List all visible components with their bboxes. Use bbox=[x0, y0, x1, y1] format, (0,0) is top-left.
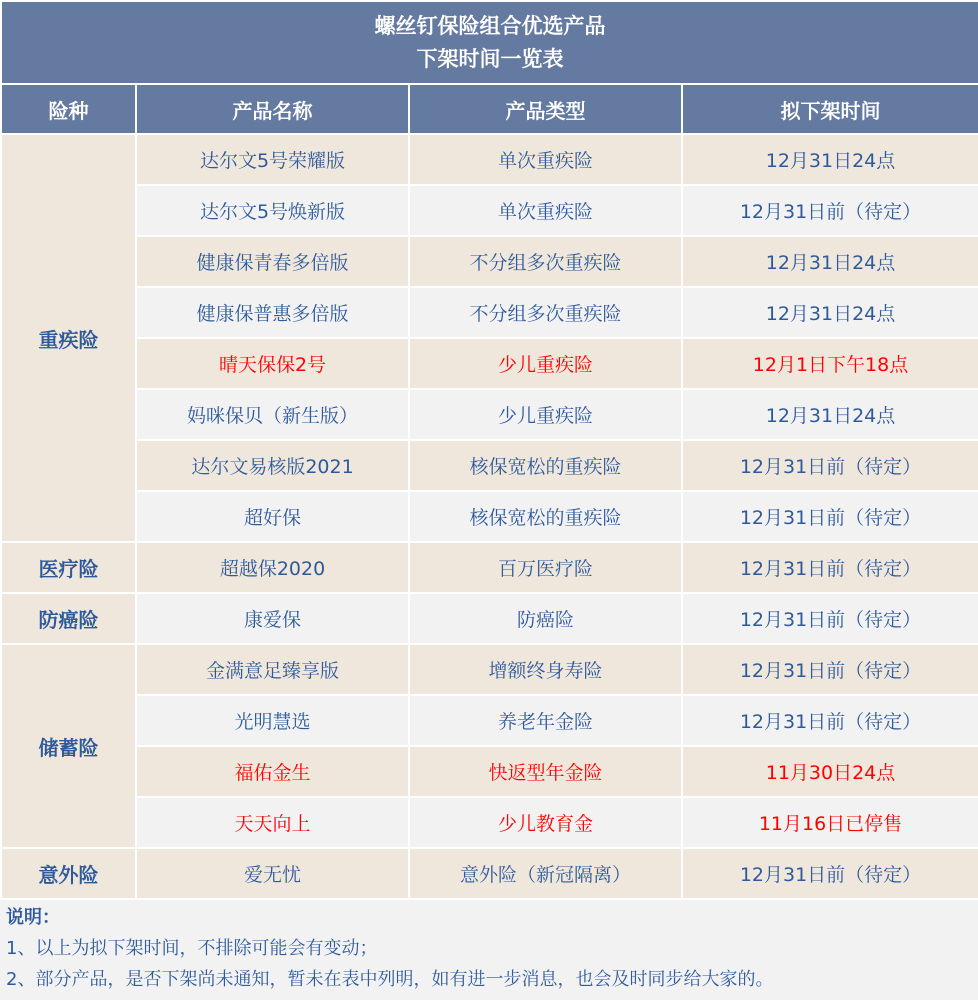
product-name: 妈咪保贝（新生版） bbox=[136, 389, 409, 440]
product-type: 单次重疾险 bbox=[409, 134, 682, 185]
product-name: 达尔文5号焕新版 bbox=[136, 185, 409, 236]
table-row-highlighted bbox=[1, 797, 978, 848]
removal-time: 12月31日24点 bbox=[682, 236, 978, 287]
product-name: 健康保青春多倍版 bbox=[136, 236, 409, 287]
product-type: 核保宽松的重疾险 bbox=[409, 491, 682, 542]
product-type: 少儿重疾险 bbox=[409, 338, 682, 389]
removal-time: 11月16日已停售 bbox=[682, 797, 978, 848]
product-name: 健康保普惠多倍版 bbox=[136, 287, 409, 338]
product-type: 单次重疾险 bbox=[409, 185, 682, 236]
table-row bbox=[1, 593, 978, 644]
product-type: 养老年金险 bbox=[409, 695, 682, 746]
table-row bbox=[1, 848, 978, 899]
category-medical: 医疗险 bbox=[1, 542, 136, 593]
product-name: 爱无忧 bbox=[136, 848, 409, 899]
product-name: 达尔文5号荣耀版 bbox=[136, 134, 409, 185]
category-cancer: 防癌险 bbox=[1, 593, 136, 644]
category-savings: 储蓄险 bbox=[1, 644, 136, 848]
table-row bbox=[1, 644, 978, 695]
table-row bbox=[1, 389, 978, 440]
product-type: 少儿重疾险 bbox=[409, 389, 682, 440]
removal-time: 12月31日前（待定） bbox=[682, 593, 978, 644]
category-accident: 意外险 bbox=[1, 848, 136, 899]
note-line-2: 2、部分产品，是否下架尚未通知，暂未在表中列明，如有进一步消息，也会及时同步给大家的。 bbox=[6, 969, 774, 990]
product-name: 康爱保 bbox=[136, 593, 409, 644]
product-type: 防癌险 bbox=[409, 593, 682, 644]
product-type: 增额终身寿险 bbox=[409, 644, 682, 695]
removal-time: 12月31日前（待定） bbox=[682, 848, 978, 899]
category-critical-illness: 重疾险 bbox=[1, 134, 136, 542]
header-category: 险种 bbox=[1, 84, 136, 134]
table-row bbox=[1, 491, 978, 542]
removal-time: 12月31日前（待定） bbox=[682, 440, 978, 491]
table-row bbox=[1, 440, 978, 491]
removal-time: 12月31日前（待定） bbox=[682, 542, 978, 593]
notes-section bbox=[6, 902, 974, 995]
product-name: 达尔文易核版2021 bbox=[136, 440, 409, 491]
removal-time: 12月31日24点 bbox=[682, 287, 978, 338]
product-type: 意外险（新冠隔离） bbox=[409, 848, 682, 899]
table-row bbox=[1, 134, 978, 185]
table-row bbox=[1, 695, 978, 746]
product-type: 快返型年金险 bbox=[409, 746, 682, 797]
note-line-1: 1、以上为拟下架时间，不排除可能会有变动； bbox=[6, 938, 378, 959]
header-product-type: 产品类型 bbox=[409, 84, 682, 134]
table-title bbox=[1, 1, 978, 84]
table-row bbox=[1, 185, 978, 236]
removal-time: 12月31日前（待定） bbox=[682, 695, 978, 746]
header-product-name: 产品名称 bbox=[136, 84, 409, 134]
product-type: 核保宽松的重疾险 bbox=[409, 440, 682, 491]
product-name: 金满意足臻享版 bbox=[136, 644, 409, 695]
product-name: 晴天保保2号 bbox=[136, 338, 409, 389]
product-name: 超越保2020 bbox=[136, 542, 409, 593]
product-name: 光明慧选 bbox=[136, 695, 409, 746]
table-row-highlighted bbox=[1, 746, 978, 797]
product-type: 不分组多次重疾险 bbox=[409, 287, 682, 338]
product-name: 福佑金生 bbox=[136, 746, 409, 797]
product-type: 少儿教育金 bbox=[409, 797, 682, 848]
product-name: 天天向上 bbox=[136, 797, 409, 848]
table-row bbox=[1, 287, 978, 338]
removal-time: 12月31日24点 bbox=[682, 389, 978, 440]
removal-time: 12月31日24点 bbox=[682, 134, 978, 185]
title-line-1: 螺丝钉保险组合优选产品 bbox=[374, 13, 606, 38]
header-row bbox=[1, 84, 978, 134]
removal-time: 11月30日24点 bbox=[682, 746, 978, 797]
table-row bbox=[1, 542, 978, 593]
title-line-2: 下架时间一览表 bbox=[416, 46, 564, 71]
removal-time: 12月31日前（待定） bbox=[682, 491, 978, 542]
table-row-highlighted bbox=[1, 338, 978, 389]
product-name: 超好保 bbox=[136, 491, 409, 542]
product-type: 百万医疗险 bbox=[409, 542, 682, 593]
table-row bbox=[1, 236, 978, 287]
notes-heading: 说明： bbox=[6, 907, 60, 928]
removal-time: 12月1日下午18点 bbox=[682, 338, 978, 389]
removal-time: 12月31日前（待定） bbox=[682, 644, 978, 695]
removal-time: 12月31日前（待定） bbox=[682, 185, 978, 236]
header-removal-time: 拟下架时间 bbox=[682, 84, 978, 134]
product-type: 不分组多次重疾险 bbox=[409, 236, 682, 287]
